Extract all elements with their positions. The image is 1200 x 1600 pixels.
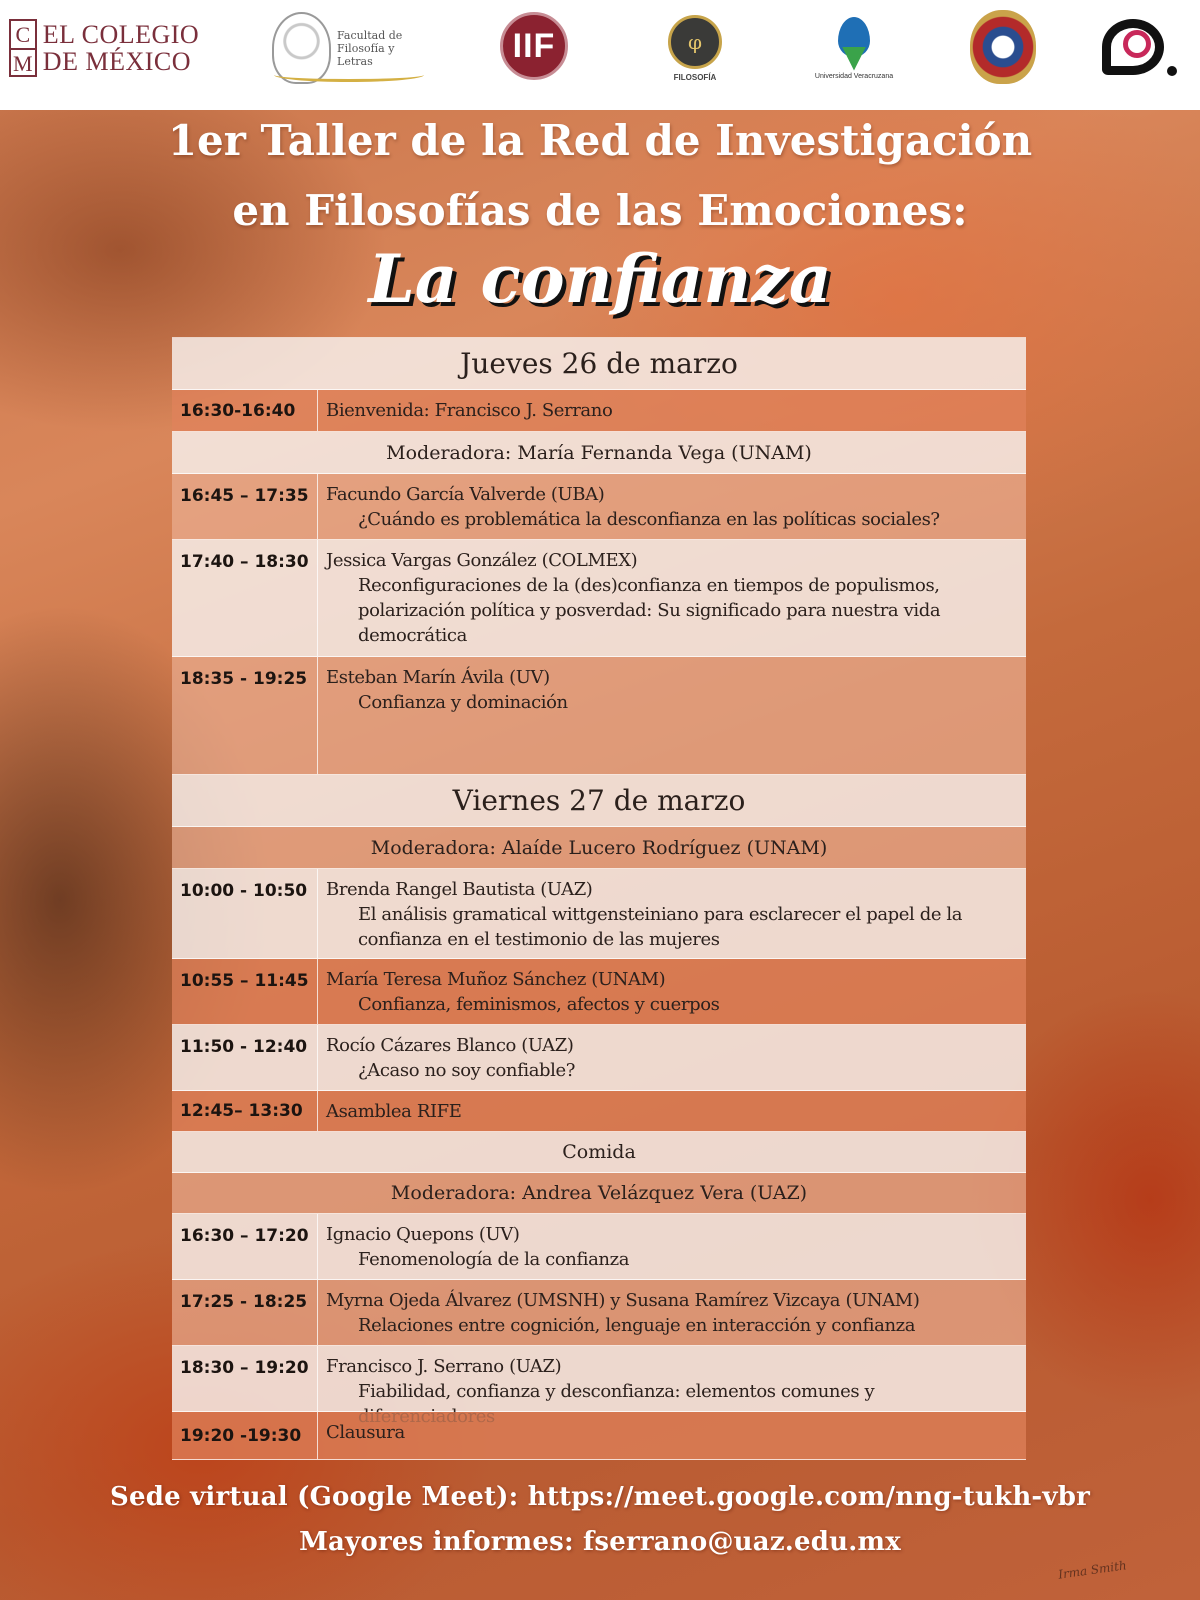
uaz-mark-icon: [1102, 19, 1164, 75]
contact-email[interactable]: Mayores informes: fserrano@uaz.edu.mx: [299, 1527, 901, 1557]
colmex-logo: [4, 18, 204, 78]
closing-row: [172, 1412, 1026, 1460]
session-row: [172, 474, 1026, 540]
session-time: 17:25 - 18:25: [172, 1280, 318, 1345]
closing-time: 19:20 -19:30: [172, 1412, 318, 1459]
ffyl-line1: Facultad de: [337, 28, 403, 42]
colmex-mark: [9, 19, 37, 77]
uaz-logo: [1098, 14, 1168, 80]
filosofia-logo: [660, 12, 730, 84]
ffyl-logo: [272, 8, 432, 88]
crest-icon: [970, 10, 1036, 84]
session-talk: Confianza y dominación: [358, 692, 568, 713]
colmex-line1: EL COLEGIO: [42, 20, 200, 49]
day1-moderator-row: [172, 432, 1026, 474]
day2-moderator2: Moderadora: Andrea Velázquez Vera (UAZ): [390, 1182, 808, 1204]
session-talk: ¿Acaso no soy confiable?: [358, 1060, 576, 1081]
session-speaker: Myrna Ojeda Álvarez (UMSNH) y Susana Ramírez Vizcaya (UNAM): [326, 1290, 920, 1311]
day1-moderator: Moderadora: María Fernanda Vega (UNAM): [386, 441, 812, 464]
title-line-1: 1er Taller de la Red de Investigación: [167, 116, 1033, 165]
filosofia-label: FILOSOFÍA: [673, 72, 717, 82]
session-talk: El análisis gramatical wittgensteiniano para esclarecer el papel de la confianza en el testimonio de las mujeres: [358, 904, 963, 950]
day2-moderator1-row: [172, 827, 1026, 869]
welcome-row: [172, 390, 1026, 432]
day2-header-text: Viernes 27 de marzo: [452, 784, 746, 817]
fleur-icon: [830, 17, 878, 73]
session-time: 17:40 – 18:30: [172, 540, 318, 656]
umsnh-crest-logo: [968, 8, 1038, 86]
artist-signature: Irma Smith: [1057, 1558, 1128, 1582]
lunch-text: Comida: [562, 1141, 636, 1163]
welcome-time: 16:30-16:40: [172, 390, 318, 431]
session-talk: Relaciones entre cognición, lenguaje en interacción y confianza: [358, 1315, 916, 1336]
session-row: [172, 1025, 1026, 1091]
session-time: 11:50 - 12:40: [172, 1025, 318, 1090]
session-content: [318, 657, 1026, 774]
welcome-text: Bienvenida: Francisco J. Serrano: [326, 400, 613, 421]
session-speaker: Facundo García Valverde (UBA): [326, 484, 605, 505]
colmex-text: [43, 21, 199, 75]
session-time: 16:30 – 17:20: [172, 1214, 318, 1279]
session-content: [318, 540, 1026, 656]
session-content: [318, 959, 1026, 1024]
ffyl-text: [337, 29, 432, 68]
session-time: 18:35 - 19:25: [172, 657, 318, 774]
ffyl-line2: Filosofía y Letras: [337, 41, 395, 68]
venue-link[interactable]: Sede virtual (Google Meet): https://meet.google.com/nng-tukh-vbr: [110, 1482, 1090, 1512]
colmex-mark-bottom: M: [13, 51, 33, 76]
session-row: [172, 657, 1026, 775]
uv-label: Universidad Veracruzana: [814, 72, 894, 80]
session-speaker: Ignacio Quepons (UV): [326, 1224, 520, 1245]
session-time: 18:30 – 19:20: [172, 1346, 318, 1411]
session-time: 10:55 – 11:45: [172, 959, 318, 1024]
session-time: 10:00 - 10:50: [172, 869, 318, 958]
assembly-time: 12:45– 13:30: [172, 1091, 318, 1131]
session-speaker: Esteban Marín Ávila (UV): [326, 667, 550, 688]
lunch-row: [172, 1132, 1026, 1173]
session-row: [172, 959, 1026, 1025]
phi-icon: φ: [668, 15, 722, 69]
uv-logo: [812, 10, 896, 86]
program-table: [172, 337, 1026, 1463]
session-row: [172, 540, 1026, 657]
logo-bar: [0, 0, 1200, 110]
session-row: [172, 1214, 1026, 1280]
assembly-text: Asamblea RIFE: [326, 1100, 462, 1122]
session-speaker: Brenda Rangel Bautista (UAZ): [326, 879, 593, 900]
assembly-row: [172, 1091, 1026, 1132]
day1-header: [172, 338, 1026, 390]
session-content: [318, 1346, 1026, 1411]
session-row: [172, 1346, 1026, 1412]
session-content: [318, 869, 1026, 958]
colmex-line2: DE MÉXICO: [42, 47, 192, 76]
iif-logo: [500, 12, 568, 80]
day2-moderator2-row: [172, 1173, 1026, 1214]
session-content: [318, 1280, 1026, 1345]
iif-disc: IIF: [500, 12, 568, 80]
session-row: [172, 1280, 1026, 1346]
session-speaker: Jessica Vargas González (COLMEX): [326, 550, 638, 571]
session-speaker: Rocío Cázares Blanco (UAZ): [326, 1035, 574, 1056]
session-row: [172, 869, 1026, 959]
session-talk: Fenomenología de la confianza: [358, 1249, 630, 1270]
title-line-2: en Filosofías de las Emociones:: [232, 186, 968, 235]
session-time: 16:45 – 17:35: [172, 474, 318, 539]
session-speaker: Francisco J. Serrano (UAZ): [326, 1356, 562, 1377]
day2-header: [172, 775, 1026, 827]
session-content: [318, 1025, 1026, 1090]
closing-text: Clausura: [326, 1422, 405, 1443]
day1-header-text: Jueves 26 de marzo: [460, 347, 738, 380]
title-main: La confianza: [368, 240, 832, 318]
session-talk: Fiabilidad, confianza y desconfianza: elementos comunes y: [358, 1381, 875, 1402]
day2-moderator1: Moderadora: Alaíde Lucero Rodríguez (UNAM): [370, 836, 828, 859]
session-content: [318, 474, 1026, 539]
session-talk: Confianza, feminismos, afectos y cuerpos: [358, 994, 720, 1015]
ffyl-arc: [274, 68, 424, 82]
colmex-mark-top: C: [11, 21, 35, 50]
session-content: [318, 1214, 1026, 1279]
session-talk: ¿Cuándo es problemática la desconfianza en las políticas sociales?: [358, 509, 940, 530]
session-talk: Reconfiguraciones de la (des)confianza en tiempos de populismos, polarización política y posverdad: Su significado para nuestra vida democrática: [358, 575, 941, 646]
session-speaker: María Teresa Muñoz Sánchez (UNAM): [326, 969, 666, 990]
